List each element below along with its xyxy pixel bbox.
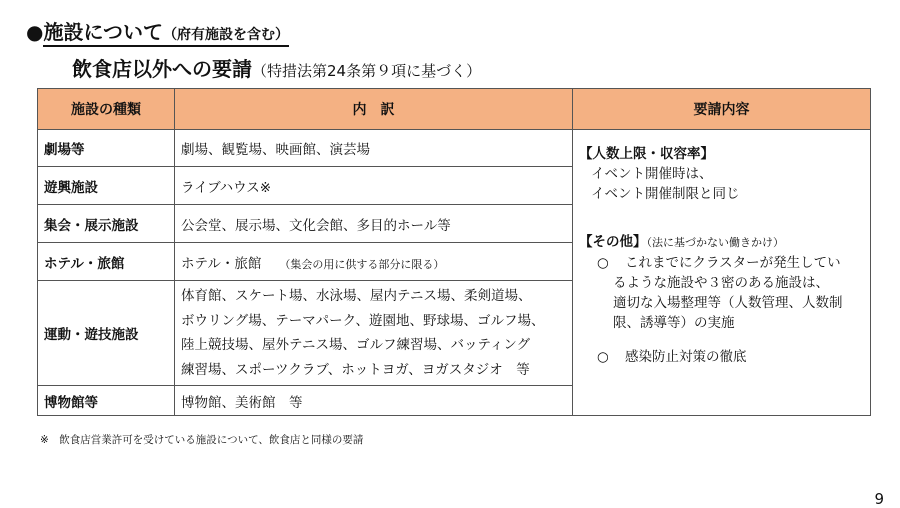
detail-note: （集会の用に供する部分に限る）: [279, 257, 445, 271]
request-content: [573, 130, 871, 416]
heading-sub: （府有施設を含む）: [163, 27, 290, 43]
request-bullet: [597, 347, 864, 367]
detail-line: 陸上競技場、屋外テニス場、ゴルフ練習場、バッティング: [181, 337, 531, 353]
table-header-row: [38, 89, 871, 130]
detail-line: ボウリング場、テーマパーク、遊園地、野球場、ゴルフ場、: [181, 312, 545, 329]
detail-line: 劇場、観覧場、映画館、演芸場: [181, 142, 370, 158]
circle-bullet-icon: ○: [597, 255, 609, 271]
subheading-main: 飲食店以外への要請: [72, 57, 252, 81]
row-detail: [175, 130, 573, 167]
heading-main: 施設について: [43, 20, 164, 44]
facility-table: [37, 88, 871, 416]
row-detail: [175, 281, 573, 386]
request-section1-line: イベント開催時は、: [591, 166, 713, 182]
circle-bullet-icon: ○: [597, 349, 609, 365]
bullet-line: 感染防止対策の徹底: [625, 349, 747, 365]
row-category: 劇場等: [38, 130, 175, 167]
subheading-sub: （特措法第24条第９項に基づく）: [252, 62, 482, 80]
bullet-line: るような施設や３密のある施設は、: [613, 275, 829, 291]
row-detail: [175, 205, 573, 243]
request-section2-heading: [579, 232, 864, 253]
row-category: 博物館等: [38, 386, 175, 416]
header-breakdown: 内 訳: [175, 89, 573, 130]
subheading: [72, 53, 481, 82]
row-detail: [175, 167, 573, 205]
table-row: [38, 130, 871, 167]
request-section1-line: イベント開催制限と同じ: [591, 186, 740, 202]
row-category: ホテル・旅館: [38, 243, 175, 281]
footnote: ※ 飲食店営業許可を受けている施設について、飲食店と同様の要請: [40, 434, 364, 446]
row-category: 運動・遊技施設: [38, 281, 175, 386]
detail-line: ライブハウス※: [181, 179, 272, 196]
detail-line: 練習場、スポーツクラブ、ホットヨガ、ヨガスタジオ 等: [181, 361, 530, 378]
request-bullet: [597, 253, 864, 273]
bullet-line: これまでにクラスターが発生してい: [625, 255, 841, 271]
row-detail: [175, 243, 573, 281]
page-number: 9: [874, 490, 884, 508]
detail-line: 博物館、美術館 等: [181, 394, 303, 411]
detail-line: ホテル・旅館: [181, 255, 262, 272]
request-section2-title: 【その他】: [579, 234, 647, 250]
row-detail: [175, 386, 573, 416]
row-category: 遊興施設: [38, 167, 175, 205]
bullet-line: 適切な入場整理等（人数管理、人数制: [613, 295, 843, 311]
request-section2-note: （法に基づかない働きかけ）: [646, 236, 784, 249]
header-request: 要請内容: [573, 89, 871, 130]
bullet-line: 限、誘導等）の実施: [613, 315, 735, 331]
detail-line: 体育館、スケート場、水泳場、屋内テニス場、柔剣道場、: [181, 288, 532, 304]
detail-line: 公会堂、展示場、文化会館、多目的ホール等: [181, 217, 451, 234]
section-heading: [26, 16, 289, 45]
row-category: 集会・展示施設: [38, 205, 175, 243]
bullet-icon: ●: [26, 20, 44, 44]
heading-underlined: [43, 20, 289, 47]
header-facility-type: 施設の種類: [38, 89, 175, 130]
request-section1-title: 【人数上限・収容率】: [579, 146, 714, 162]
